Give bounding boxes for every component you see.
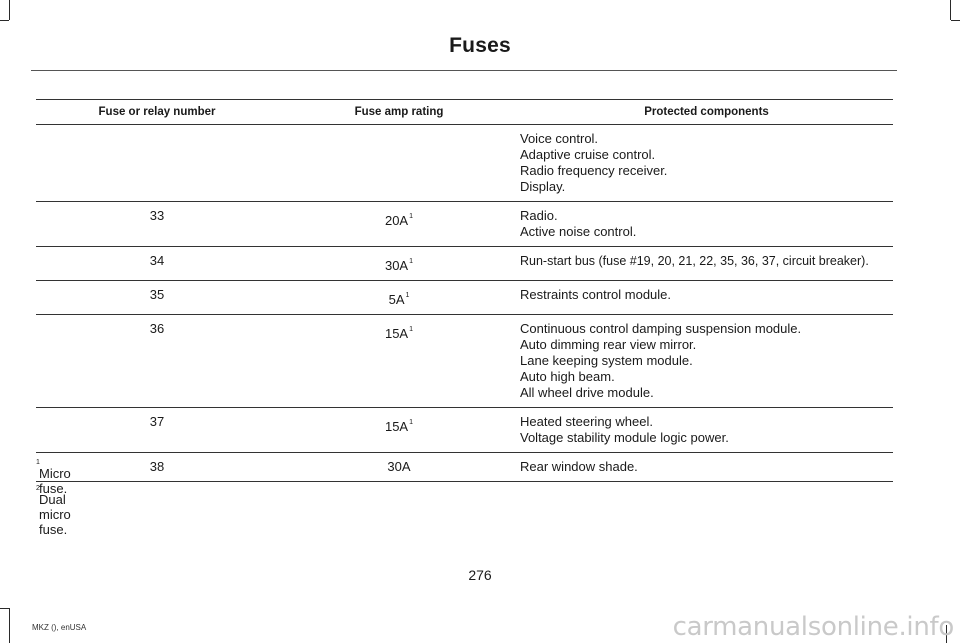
component-line: Display. bbox=[520, 179, 566, 194]
amp-value: 30A bbox=[387, 459, 411, 474]
fuse-table bbox=[36, 99, 893, 482]
components-cell bbox=[520, 315, 893, 408]
footnote-ref: 1 bbox=[409, 213, 414, 220]
table-row bbox=[36, 408, 893, 453]
column-header-amp-rating: Fuse amp rating bbox=[278, 100, 520, 125]
footnote-ref: 1 bbox=[405, 292, 410, 299]
footnote-marker: 2 bbox=[36, 485, 40, 492]
table-row bbox=[36, 315, 893, 408]
page-title: Fuses bbox=[449, 34, 511, 57]
components-cell bbox=[520, 247, 893, 281]
table-row bbox=[36, 281, 893, 315]
fuse-number-cell: 34 bbox=[36, 247, 278, 281]
fuse-number-cell bbox=[36, 125, 278, 202]
component-line: Continuous control damping suspension module. bbox=[520, 321, 802, 336]
footnote-ref: 1 bbox=[409, 326, 414, 333]
component-line: Restraints control module. bbox=[520, 287, 672, 302]
components-cell bbox=[520, 408, 893, 453]
fuse-number-cell: 36 bbox=[36, 315, 278, 408]
amp-value: 5A bbox=[388, 292, 405, 307]
crop-mark-top-left-horizontal bbox=[0, 20, 9, 21]
amp-value: 30A bbox=[384, 258, 409, 273]
amp-rating-cell bbox=[278, 202, 520, 247]
crop-mark-top-left-vertical bbox=[9, 0, 10, 20]
component-line: Radio frequency receiver. bbox=[520, 163, 668, 178]
amp-rating-cell bbox=[278, 281, 520, 315]
amp-rating-cell bbox=[278, 315, 520, 408]
amp-rating-cell bbox=[278, 247, 520, 281]
component-line: Run-start bus (fuse #19, 20, 21, 22, 35, 36, 37, circuit breaker). bbox=[520, 254, 869, 268]
amp-rating-cell bbox=[278, 453, 520, 482]
footnote-text: Dual micro fuse. bbox=[39, 492, 71, 537]
components-cell bbox=[520, 281, 893, 315]
amp-value: 15A bbox=[384, 419, 409, 434]
document-code: MKZ (), enUSA bbox=[32, 623, 87, 632]
component-line: Voltage stability module logic power. bbox=[520, 430, 729, 445]
fuse-number-cell: 38 bbox=[36, 453, 278, 482]
components-cell bbox=[520, 453, 893, 482]
column-header-fuse-number: Fuse or relay number bbox=[36, 100, 278, 125]
amp-rating-cell bbox=[278, 408, 520, 453]
components-cell bbox=[520, 202, 893, 247]
fuse-number-cell: 33 bbox=[36, 202, 278, 247]
component-line: Auto high beam. bbox=[520, 369, 615, 384]
footnote-marker: 1 bbox=[36, 459, 40, 466]
component-line: Radio. bbox=[520, 208, 558, 223]
components-cell bbox=[520, 125, 893, 202]
component-line: Active noise control. bbox=[520, 224, 637, 239]
fuse-number-cell: 37 bbox=[36, 408, 278, 453]
amp-value: 20A bbox=[384, 213, 409, 228]
page-number: 276 bbox=[468, 567, 492, 583]
footnote-ref: 1 bbox=[409, 419, 414, 426]
header-divider bbox=[31, 70, 897, 71]
footnote-ref: 1 bbox=[409, 258, 414, 265]
crop-mark-top-right-vertical bbox=[950, 0, 951, 20]
component-line: Auto dimming rear view mirror. bbox=[520, 337, 697, 352]
component-line: Heated steering wheel. bbox=[520, 414, 653, 429]
table-row bbox=[36, 202, 893, 247]
table-header-row bbox=[36, 100, 893, 125]
table-row bbox=[36, 125, 893, 202]
component-line: Voice control. bbox=[520, 131, 599, 146]
watermark: carmanualsonline.info bbox=[672, 612, 954, 642]
crop-mark-bottom-left-vertical bbox=[9, 608, 10, 643]
component-line: Rear window shade. bbox=[520, 459, 638, 474]
amp-value: 15A bbox=[384, 326, 409, 341]
component-line: Lane keeping system module. bbox=[520, 353, 693, 368]
component-line: All wheel drive module. bbox=[520, 385, 654, 400]
column-header-protected-components: Protected components bbox=[520, 100, 893, 125]
table-row bbox=[36, 247, 893, 281]
amp-rating-cell bbox=[278, 125, 520, 202]
crop-mark-bottom-left-horizontal bbox=[0, 608, 9, 609]
footnote-text: Micro fuse. bbox=[39, 466, 71, 496]
table-row bbox=[36, 453, 893, 482]
crop-mark-top-right-horizontal bbox=[951, 20, 960, 21]
fuse-number-cell: 35 bbox=[36, 281, 278, 315]
component-line: Adaptive cruise control. bbox=[520, 147, 656, 162]
